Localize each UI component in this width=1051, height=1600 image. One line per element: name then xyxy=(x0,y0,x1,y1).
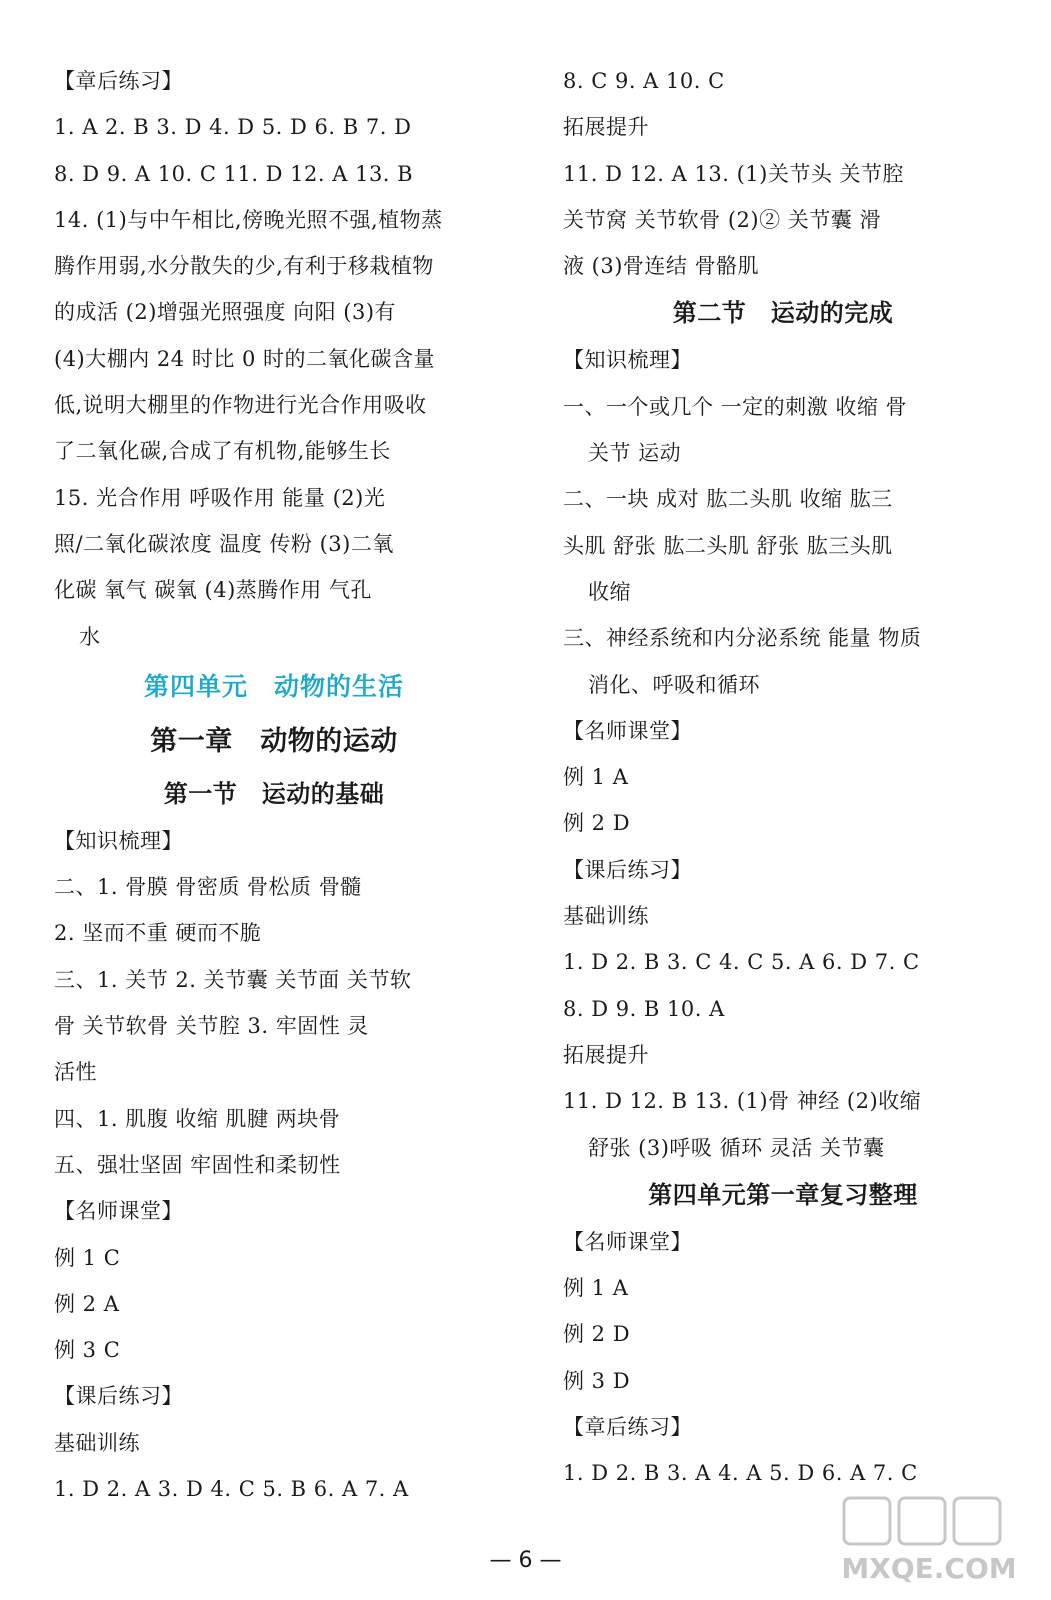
answer-line: 腾作用弱,水分散失的少,有利于移栽植物 xyxy=(54,254,434,279)
answer-line: 骨 关节软骨 关节腔 3. 牢固性 灵 xyxy=(54,1014,369,1039)
answer-line: 拓展提升 xyxy=(563,1042,649,1067)
answer-line: 例 3 D xyxy=(563,1368,631,1393)
answer-line: 【名师课堂】 xyxy=(563,1229,692,1254)
answer-line: 舒张 (3)呼吸 循环 灵活 关节囊 xyxy=(588,1135,885,1160)
answer-line: 例 1 A xyxy=(563,765,629,790)
answer-line: 照/二氧化碳浓度 温度 传粉 (3)二氧 xyxy=(54,531,394,556)
answer-line: 液 (3)骨连结 骨骼肌 xyxy=(563,254,760,279)
answer-line: 例 2 D xyxy=(563,1322,631,1347)
answer-line: 【课后练习】 xyxy=(54,1384,183,1409)
answer-line: 三、神经系统和内分泌系统 能量 物质 xyxy=(563,626,922,651)
answer-line: 例 1 C xyxy=(54,1245,121,1270)
answer-line: 头肌 舒张 肱二头肌 舒张 肱三头肌 xyxy=(563,533,893,558)
unit-heading: 第四单元 动物的生活 xyxy=(143,671,404,701)
answer-line: 活性 xyxy=(54,1060,97,1085)
answer-line: 二、一块 成对 肱二头肌 收缩 肱三 xyxy=(563,487,893,512)
answer-line: 低,说明大棚里的作物进行光合作用吸收 xyxy=(54,393,427,418)
answer-line: 例 3 C xyxy=(54,1338,121,1363)
section-heading: 第一节 运动的基础 xyxy=(163,778,385,808)
page-number: — 6 — xyxy=(489,1548,562,1573)
answer-line: 的成活 (2)增强光照强度 向阳 (3)有 xyxy=(54,300,397,325)
section-heading: 第四单元第一章复习整理 xyxy=(648,1179,918,1209)
watermark-text: MXQE.COM xyxy=(841,1552,1017,1585)
chapter-heading: 第一章 动物的运动 xyxy=(150,725,398,757)
section-heading: 第二节 运动的完成 xyxy=(672,298,894,328)
answer-line: 基础训练 xyxy=(563,904,649,929)
answer-line: 1. D 2. B 3. A 4. A 5. D 6. A 7. C xyxy=(563,1461,918,1486)
answer-line: 消化、呼吸和循环 xyxy=(588,672,760,697)
answer-line: 收缩 xyxy=(588,579,631,604)
answer-line: 五、强壮坚固 牢固性和柔韧性 xyxy=(54,1152,341,1177)
answer-line: 【章后练习】 xyxy=(563,1415,692,1440)
answer-line: 拓展提升 xyxy=(563,115,649,140)
left-column xyxy=(54,58,494,1512)
answer-line: 8. C 9. A 10. C xyxy=(563,69,725,93)
answer-line: 关节 运动 xyxy=(588,441,682,466)
answer-line: 1. A 2. B 3. D 4. D 5. D 6. B 7. D xyxy=(54,115,412,140)
answer-line: 水 xyxy=(79,624,101,649)
watermark-logo xyxy=(829,1490,1029,1590)
answer-line: 【名师课堂】 xyxy=(563,718,692,743)
answer-line: 8. D 9. A 10. C 11. D 12. A 13. B xyxy=(54,161,414,186)
answer-line: 1. D 2. A 3. D 4. C 5. B 6. A 7. A xyxy=(54,1477,409,1502)
answer-line: 15. 光合作用 呼吸作用 能量 (2)光 xyxy=(54,485,386,510)
answer-line: 11. D 12. A 13. (1)关节头 关节腔 xyxy=(563,161,904,186)
answer-line: 例 2 A xyxy=(54,1291,120,1316)
answer-line: 二、1. 骨膜 骨密质 骨松质 骨髓 xyxy=(54,875,362,900)
answer-line: 基础训练 xyxy=(54,1430,140,1455)
answer-line: 一、一个或几个 一定的刺激 收缩 骨 xyxy=(563,394,908,419)
answer-line: (4)大棚内 24 时比 0 时的二氧化碳含量 xyxy=(54,346,436,371)
answer-line: 化碳 氧气 碳氧 (4)蒸腾作用 气孔 xyxy=(54,578,372,603)
answer-line: 1. D 2. B 3. C 4. C 5. A 6. D 7. C xyxy=(563,950,920,975)
answer-line: 【知识梳理】 xyxy=(563,348,692,373)
answer-line: 四、1. 肌腹 收缩 肌腱 两块骨 xyxy=(54,1106,341,1131)
answer-line: 关节窝 关节软骨 (2)② 关节囊 滑 xyxy=(563,207,881,232)
answer-line: 【名师课堂】 xyxy=(54,1199,183,1224)
answer-line: 2. 坚而不重 硬而不脆 xyxy=(54,921,262,946)
answer-line: 11. D 12. B 13. (1)骨 神经 (2)收缩 xyxy=(563,1089,922,1114)
answer-line: 【章后练习】 xyxy=(54,69,183,93)
answer-line: 了二氧化碳,合成了有机物,能够生长 xyxy=(54,439,391,464)
answer-line: 三、1. 关节 2. 关节囊 关节面 关节软 xyxy=(54,967,412,992)
answer-line: 【课后练习】 xyxy=(563,857,692,882)
answer-line: 14. (1)与中午相比,傍晚光照不强,植物蒸 xyxy=(54,207,443,232)
answer-line: 例 1 A xyxy=(563,1276,629,1301)
right-column xyxy=(563,58,1003,1497)
answer-line: 例 2 D xyxy=(563,811,631,836)
answer-line: 【知识梳理】 xyxy=(54,828,183,853)
answer-line: 8. D 9. B 10. A xyxy=(563,996,725,1021)
